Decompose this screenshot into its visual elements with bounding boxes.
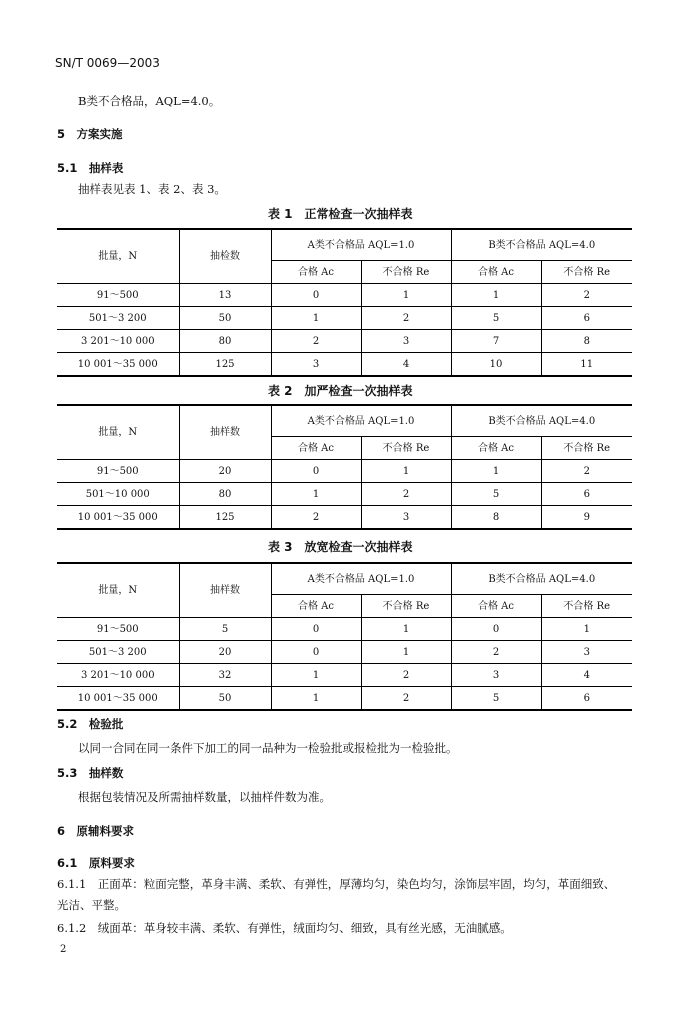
table-3 <box>57 562 632 711</box>
table-cell: 3 201～10 000 <box>57 330 179 353</box>
table-cell: 125 <box>179 506 271 530</box>
table-header-group-b: B类不合格品 AQL=4.0 <box>451 229 632 261</box>
table-cell: 7 <box>451 330 541 353</box>
table-cell: 5 <box>451 483 541 506</box>
table-row <box>57 353 632 377</box>
table-cell: 0 <box>271 618 361 641</box>
table-row <box>57 483 632 506</box>
section-5-3-text: 根据包装情况及所需抽样数量，以抽样件数为准。 <box>78 790 331 804</box>
table-cell: 501～3 200 <box>57 307 179 330</box>
section-6-title: 6 原辅料要求 <box>57 824 135 838</box>
table-cell: 501～10 000 <box>57 483 179 506</box>
table-row <box>57 307 632 330</box>
table-cell: 501～3 200 <box>57 641 179 664</box>
table-cell: 50 <box>179 307 271 330</box>
table-cell: 1 <box>451 460 541 483</box>
table-cell: 5 <box>451 307 541 330</box>
table-header-ac: 合格 Ac <box>271 595 361 618</box>
table-cell: 6 <box>541 687 632 711</box>
table-header-re: 不合格 Re <box>541 595 632 618</box>
table-cell: 13 <box>179 284 271 307</box>
table-cell: 3 <box>361 330 451 353</box>
table-header-ac: 合格 Ac <box>451 437 541 460</box>
table-header-re: 不合格 Re <box>541 437 632 460</box>
table-row <box>57 664 632 687</box>
table-cell: 20 <box>179 641 271 664</box>
table-cell: 10 001～35 000 <box>57 506 179 530</box>
table-cell: 5 <box>451 687 541 711</box>
section-6-1-title: 6.1 原料要求 <box>57 856 135 870</box>
table-header-sample: 抽检数 <box>179 229 271 284</box>
table-header-sample: 抽样数 <box>179 405 271 460</box>
table-cell: 4 <box>541 664 632 687</box>
table-cell: 9 <box>541 506 632 530</box>
table-cell: 1 <box>271 483 361 506</box>
table-cell: 20 <box>179 460 271 483</box>
table-cell: 10 <box>451 353 541 377</box>
table-row <box>57 330 632 353</box>
table-cell: 0 <box>451 618 541 641</box>
table-cell: 2 <box>361 483 451 506</box>
table-cell: 0 <box>271 641 361 664</box>
section-6-1-1-line1: 6.1.1 正面革：粒面完整，革身丰满、柔软、有弹性，厚薄均匀，染色均匀，涂饰层牢固，均匀，革面细致、 <box>57 877 616 891</box>
table-2-caption: 表 2 加严检查一次抽样表 <box>268 384 413 398</box>
table-cell: 2 <box>451 641 541 664</box>
table-header-group-a: A类不合格品 AQL=1.0 <box>271 405 451 437</box>
table-header-group-b: B类不合格品 AQL=4.0 <box>451 405 632 437</box>
section-5-1-text: 抽样表见表 1、表 2、表 3。 <box>78 182 226 196</box>
intro-line: B类不合格品，AQL=4.0。 <box>78 94 221 108</box>
table-cell: 10 001～35 000 <box>57 353 179 377</box>
table-cell: 125 <box>179 353 271 377</box>
table-1-caption: 表 1 正常检查一次抽样表 <box>268 207 413 221</box>
section-5-2-text: 以同一合同在同一条件下加工的同一品种为一检验批或报检批为一检验批。 <box>78 741 458 755</box>
table-cell: 91～500 <box>57 618 179 641</box>
table-cell: 2 <box>541 284 632 307</box>
section-5-3-title: 5.3 抽样数 <box>57 766 124 780</box>
table-cell: 0 <box>271 460 361 483</box>
table-header-re: 不合格 Re <box>361 261 451 284</box>
table-cell: 2 <box>271 330 361 353</box>
table-cell: 1 <box>361 284 451 307</box>
table-cell: 1 <box>271 664 361 687</box>
table-header-batch: 批量，N <box>57 563 179 618</box>
table-cell: 6 <box>541 483 632 506</box>
table-cell: 1 <box>361 641 451 664</box>
table-header-group-b: B类不合格品 AQL=4.0 <box>451 563 632 595</box>
section-5-title: 5 方案实施 <box>57 127 123 141</box>
table-2 <box>57 404 632 530</box>
table-cell: 10 001～35 000 <box>57 687 179 711</box>
table-cell: 2 <box>541 460 632 483</box>
section-6-1-2-text: 6.1.2 绒面革：革身较丰满、柔软、有弹性，绒面均匀、细致，具有丝光感，无油腻感。 <box>57 921 512 935</box>
table-cell: 11 <box>541 353 632 377</box>
table-cell: 2 <box>361 687 451 711</box>
table-cell: 4 <box>361 353 451 377</box>
table-header-ac: 合格 Ac <box>451 261 541 284</box>
table-cell: 91～500 <box>57 284 179 307</box>
table-cell: 1 <box>361 618 451 641</box>
table-header-re: 不合格 Re <box>361 437 451 460</box>
table-header-batch: 批量，N <box>57 405 179 460</box>
table-cell: 8 <box>541 330 632 353</box>
section-5-1-title: 5.1 抽样表 <box>57 161 124 175</box>
table-header-re: 不合格 Re <box>541 261 632 284</box>
table-row <box>57 618 632 641</box>
table-1 <box>57 228 632 377</box>
table-cell: 1 <box>541 618 632 641</box>
table-cell: 0 <box>271 284 361 307</box>
table-cell: 80 <box>179 483 271 506</box>
table-cell: 3 <box>541 641 632 664</box>
section-5-2-title: 5.2 检验批 <box>57 717 124 731</box>
table-cell: 8 <box>451 506 541 530</box>
table-3-caption: 表 3 放宽检查一次抽样表 <box>268 540 413 554</box>
table-row <box>57 687 632 711</box>
table-cell: 3 <box>451 664 541 687</box>
table-cell: 2 <box>271 506 361 530</box>
page-number: 2 <box>60 944 67 955</box>
document-code: SN/T 0069—2003 <box>55 56 160 70</box>
table-cell: 1 <box>451 284 541 307</box>
table-cell: 5 <box>179 618 271 641</box>
table-cell: 2 <box>361 307 451 330</box>
table-header-ac: 合格 Ac <box>271 261 361 284</box>
table-cell: 91～500 <box>57 460 179 483</box>
table-cell: 1 <box>271 687 361 711</box>
table-cell: 3 <box>361 506 451 530</box>
table-cell: 6 <box>541 307 632 330</box>
table-header-sample: 抽样数 <box>179 563 271 618</box>
table-row <box>57 460 632 483</box>
table-cell: 1 <box>361 460 451 483</box>
table-cell: 80 <box>179 330 271 353</box>
table-cell: 50 <box>179 687 271 711</box>
table-header-re: 不合格 Re <box>361 595 451 618</box>
section-6-1-1-line2: 光洁、平整。 <box>57 898 126 912</box>
table-cell: 3 <box>271 353 361 377</box>
table-cell: 1 <box>271 307 361 330</box>
table-cell: 3 201～10 000 <box>57 664 179 687</box>
table-row <box>57 641 632 664</box>
table-header-ac: 合格 Ac <box>451 595 541 618</box>
table-row <box>57 506 632 530</box>
table-cell: 32 <box>179 664 271 687</box>
table-header-ac: 合格 Ac <box>271 437 361 460</box>
table-header-batch: 批量，N <box>57 229 179 284</box>
table-header-group-a: A类不合格品 AQL=1.0 <box>271 563 451 595</box>
table-cell: 2 <box>361 664 451 687</box>
table-row <box>57 284 632 307</box>
table-header-group-a: A类不合格品 AQL=1.0 <box>271 229 451 261</box>
